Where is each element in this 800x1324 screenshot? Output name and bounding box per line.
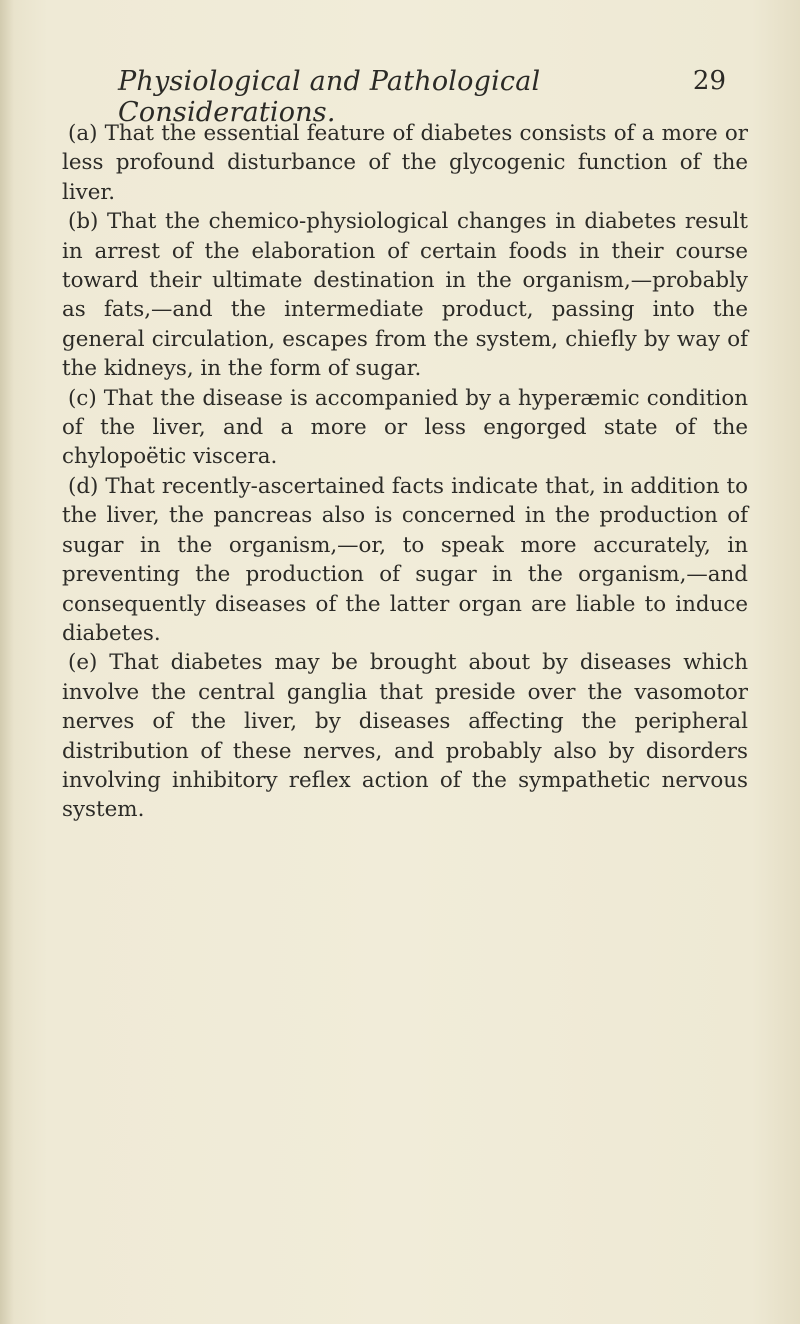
paragraph-d: (d) That recently-ascertained facts indicate that, in addition to the liver, the pancreas also is concerned in the production of sugar in the organism,—or, to speak more accurately, in preventing the production of sugar in the organism,—and consequently diseases of the latter organ are liable to induce diabetes. (62, 473, 748, 646)
paragraph-e: (e) That diabetes may be brought about by diseases which involve the central ganglia that preside over the vasomotor nerves of the liver, by diseases affecting the peripheral distribution of these nerves, and probably also by disorders involving inhibitory reflex action of the sympathetic nervous system. (62, 650, 748, 823)
paragraph-b: (b) That the chemico-physiological changes in diabetes result in arrest of the elaboration of certain foods in their course toward their ultimate destination in the organism,—probably as fats,—and the intermediate product, passing into the general circulation, escapes from the system, chiefly by way of the kidneys, in the form of sugar. (62, 209, 748, 382)
body-text (62, 119, 748, 825)
running-title: Physiological and Pathological Considerations. (118, 66, 541, 128)
page-edge-shadow (0, 0, 14, 1324)
page-header (118, 66, 726, 128)
page-number: 29 (692, 66, 726, 96)
paragraph-c: (c) That the disease is accompanied by a hyperæmic condition of the liver, and a more or less engorged state of the chylopoëtic viscera. (62, 385, 748, 470)
paragraph-a: (a) That the essential feature of diabetes consists of a more or less profound disturbance of the glycogenic function of the liver. (62, 121, 748, 205)
